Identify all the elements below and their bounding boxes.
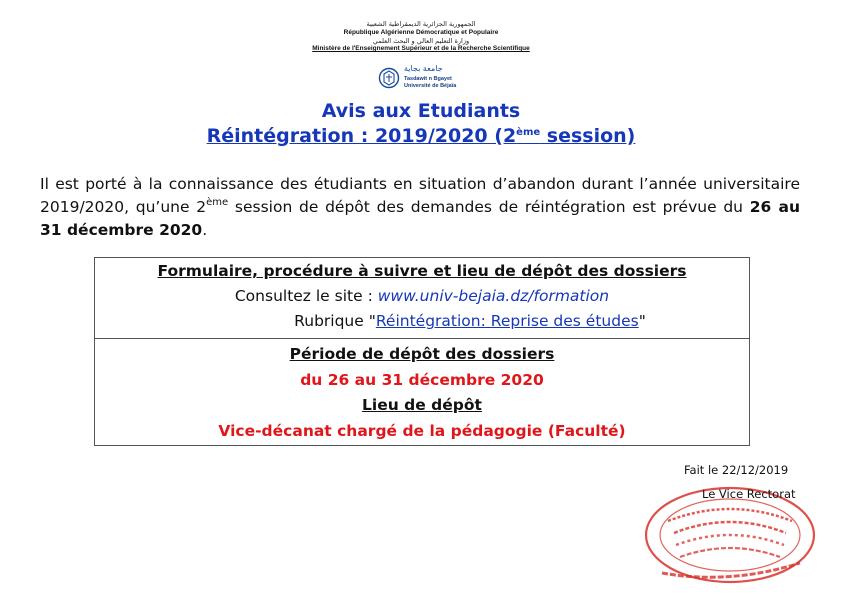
lieu-value: Vice-décanat chargé de la pédagogie (Faculté) (218, 422, 626, 440)
period-value: du 26 au 31 décembre 2020 (300, 371, 544, 389)
paragraph-part1: Il est porté à la connaissance des étudiants en situation d’abandon durant l’année universitaire 2019/2020, qu’une 2 (40, 175, 800, 216)
subtitle-end: session) (540, 125, 636, 147)
rubrique-suffix: " (638, 312, 646, 330)
consult-line (95, 287, 749, 305)
notice-subtitle (0, 125, 842, 147)
rubrique-prefix: Rubrique " (294, 312, 376, 330)
box-heading: Formulaire, procédure à suivre et lieu de dépôt des dossiers (157, 262, 687, 280)
notice-paragraph (40, 173, 800, 242)
lieu-heading: Lieu de dépôt (362, 396, 482, 414)
signatory: Le Vice Rectorat (702, 487, 796, 501)
header-arabic-ministry: وزارة التعليم العالي و البحث العلمي (372, 37, 470, 45)
period-heading: Période de dépôt des dossiers (289, 345, 555, 363)
logo-line1: Tasdawit n Bgayet (404, 76, 452, 82)
logo-arabic-text: جامعة بجاية (404, 64, 443, 73)
issue-date: Fait le 22/12/2019 (684, 463, 789, 477)
subtitle-sup: ème (516, 127, 541, 138)
university-emblem-icon (378, 66, 400, 92)
consult-prefix: Consultez le site : (234, 287, 378, 305)
info-box (94, 257, 750, 446)
logo-line2: Université de Béjaïa (404, 83, 457, 89)
header-arabic-republic: الجمهورية الجزائرية الديمقراطية الشعبية (366, 20, 476, 28)
header-republic: République Algérienne Démocratique et Populaire (343, 29, 499, 36)
header-ministry: Ministère de l'Enseignement Supérieur et de la Recherche Scientifique (312, 45, 530, 52)
paragraph-part3: . (202, 221, 208, 239)
university-logo (378, 64, 468, 94)
rubrique-line (143, 312, 797, 330)
paragraph-sup: ème (206, 197, 229, 208)
notice-title: Avis aux Etudiants (321, 100, 521, 122)
site-link[interactable]: www.univ-bejaia.dz/formation (377, 287, 610, 305)
rubrique-link[interactable]: Réintégration: Reprise des études (375, 312, 639, 330)
paragraph-part2: session de dépôt des demandes de réintégration est prévue du (228, 198, 750, 216)
subtitle-main: Réintégration : 2019/2020 (2 (206, 125, 517, 147)
box-divider (95, 338, 749, 339)
paragraph-dates: 26 au 31 décembre 2020 (40, 198, 800, 239)
